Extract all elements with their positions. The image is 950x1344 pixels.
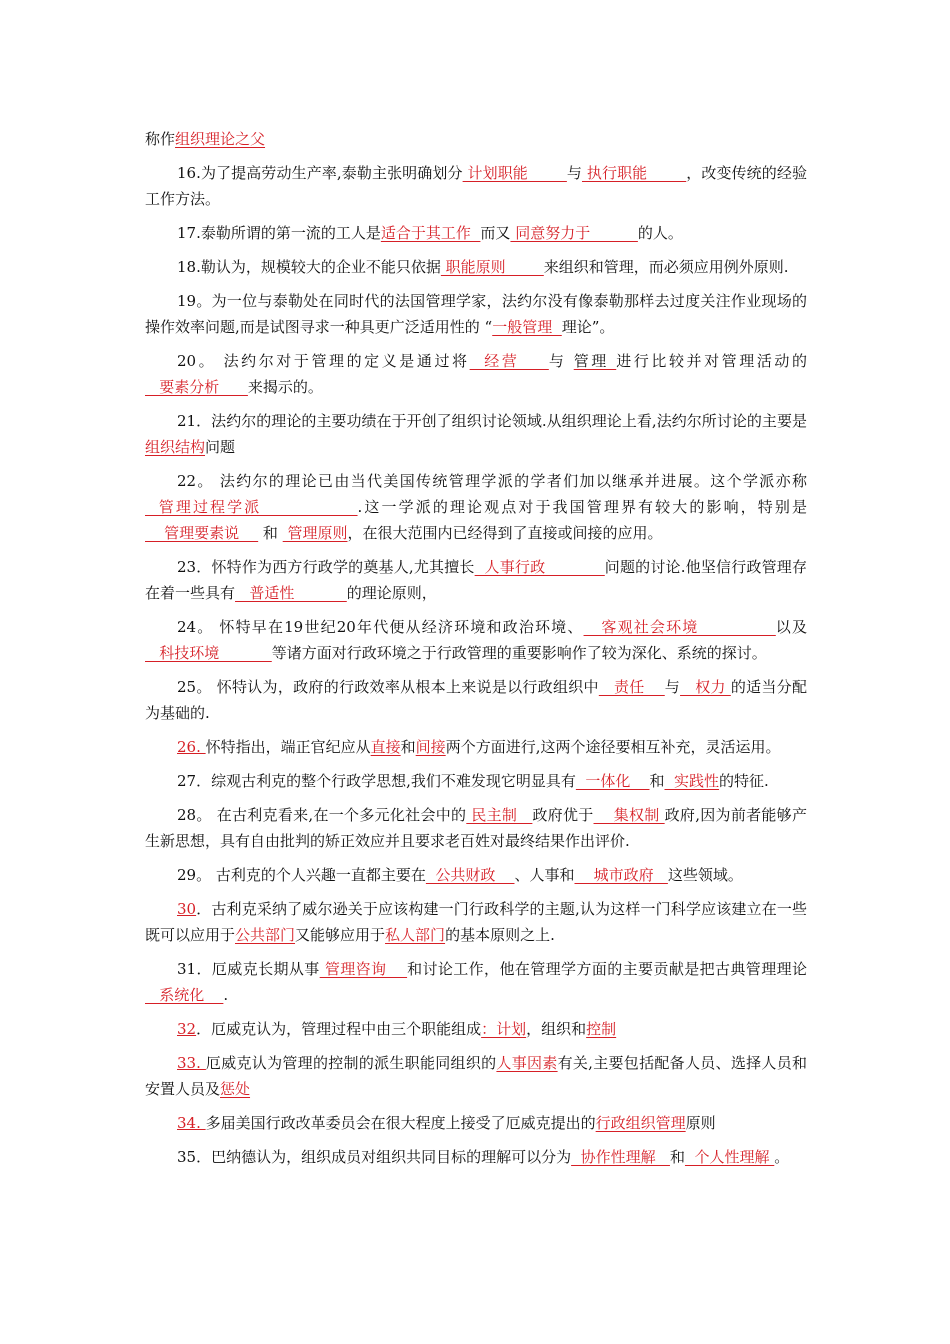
question-paragraph (145, 896, 807, 948)
answer-blank: 科技环境 (145, 644, 272, 662)
answer-blank: 权力 (680, 678, 731, 696)
question-number: 27 (177, 772, 197, 790)
answer-blank: 系统化 (145, 986, 224, 1004)
question-text: .这一学派的理论观点对于我国管理界有较大的影响，特别是 (357, 498, 807, 516)
question-number: 18. (177, 258, 201, 276)
answer-blank: 执行职能 (581, 164, 687, 182)
question-number: 24。 (177, 618, 214, 636)
question-text: 问题 (205, 438, 236, 456)
question-text: 怀特早在19世纪20年代便从经济环境和政治环境、 (213, 618, 584, 636)
question-number: 25。 (177, 678, 212, 696)
question-text: 勒认为，规模较大的企业不能只依据 (200, 258, 441, 276)
question-number: 29。 (177, 866, 212, 884)
question-paragraph (145, 1016, 807, 1042)
question-text: 的人。 (637, 224, 683, 242)
underlined-term: 管理 (573, 352, 617, 370)
question-text: 古利克的个人兴趣一直都主要在 (211, 866, 426, 884)
answer-blank: 间接 (415, 738, 446, 756)
question-text: 政府,因为前者能够产生新思想，具有自由批判的矫正效应并且要求老百姓对最终结果作出评价. (145, 806, 807, 850)
question-text: ，改变传统的经验工作方法。 (145, 164, 807, 208)
question-paragraph (145, 160, 807, 212)
question-paragraph (145, 1144, 807, 1170)
answer-blank: 一般管理 (492, 318, 562, 336)
question-number: 20。 (177, 352, 217, 370)
answer-blank: 同意努力于 (510, 224, 638, 242)
answer-blank: 个人性理解 (684, 1148, 775, 1166)
answer-blank: 客观社会环境 (583, 618, 776, 636)
answer-blank: 惩处 (220, 1080, 251, 1098)
question-text: ．古利克采纳了威尔逊关于应该构建一门行政科学的主题,认为这样一门科学应该建立在一些既可以应用于 (145, 900, 807, 944)
answer-blank: 管理咨询 (319, 960, 408, 978)
question-paragraph (145, 734, 807, 760)
question-text: 等诸方面对行政环境之于行政管理的重要影响作了较为深化、系统的探讨。 (271, 644, 767, 662)
question-text: 怀特认为，政府的行政效率从根本上来说是以行政组织中 (211, 678, 599, 696)
question-text: ．巴纳德认为，组织成员对组织共同目标的理解可以分为 (196, 1148, 572, 1166)
question-text: ．厄威克长期从事 (196, 960, 320, 978)
question-text: 以及 (775, 618, 807, 636)
question-text: 为了提高劳动生产率,泰勒主张明确划分 (200, 164, 463, 182)
question-text: 政府优于 (532, 806, 594, 824)
question-text: 两个方面进行,这两个途径要相互补充，灵活运用。 (445, 738, 781, 756)
answer-blank: 民主制 (466, 806, 533, 824)
question-text: 厄威克认为管理的控制的派生职能同组织的 (205, 1054, 497, 1072)
question-text: 、人事和 (514, 866, 575, 884)
question-text: 与 (566, 164, 582, 182)
question-text: ．综观古利克的整个行政学思想,我们不难发现它明显具有 (196, 772, 576, 790)
answer-blank: 人事行政 (474, 558, 605, 576)
question-paragraph (145, 126, 807, 152)
question-text: 和 (649, 772, 665, 790)
question-text: 和讨论工作，他在管理学方面的主要贡献是把古典管理理论 (407, 960, 807, 978)
question-number: 35 (177, 1148, 197, 1166)
answer-blank: 组织理论之父 (175, 130, 266, 148)
answer-blank: 责任 (598, 678, 665, 696)
answer-blank: 职能原则 (440, 258, 544, 276)
question-text: 的特征. (719, 772, 769, 790)
question-text: 理论”。 (561, 318, 615, 336)
question-paragraph (145, 1050, 807, 1102)
question-paragraph (145, 220, 807, 246)
question-text: 在古利克看来,在一个多元化社会中的 (211, 806, 467, 824)
question-paragraph (145, 802, 807, 854)
question-text: 称作 (145, 130, 176, 148)
question-paragraph (145, 254, 807, 280)
question-text: 而又 (480, 224, 511, 242)
question-text: 问题的讨论.他坚信行政管理存在着一些具有 (145, 558, 807, 602)
question-text: 。 (774, 1148, 790, 1166)
question-text: 进行比较并对管理活动的 (616, 352, 807, 370)
question-number: 26. (177, 738, 206, 756)
question-text: ．法约尔的理论的主要功绩在于开创了组织讨论领域.从组织理论上看,法约尔所讨论的主要是 (196, 412, 807, 430)
question-text: 的理论原则， (346, 584, 437, 602)
question-text: 和 (400, 738, 416, 756)
question-text: ，在很大范围内已经得到了直接或间接的应用。 (347, 524, 663, 542)
question-text: 有关,主要包括配备人员、选择人员和安置人员及 (145, 1054, 807, 1098)
question-paragraph (145, 348, 807, 400)
question-text: ，组织和 (526, 1020, 587, 1038)
question-paragraph (145, 768, 807, 794)
question-number: 32 (177, 1020, 197, 1038)
question-text: 法约尔的理论已由当代美国传统管理学派的学者们加以继承并进展。这个学派亦称 (213, 472, 807, 490)
question-text: ．厄威克认为，管理过程中由三个职能组成 (196, 1020, 482, 1038)
question-number: 30 (177, 900, 197, 918)
question-text: 法约尔对于管理的定义是通过将 (216, 352, 470, 370)
answer-blank: 人事因素 (496, 1054, 558, 1072)
answer-blank: 计划职能 (462, 164, 567, 182)
question-text: 的基本原则之上. (445, 926, 555, 944)
question-text: 怀特指出，端正官纪应从 (205, 738, 371, 756)
question-text: 来组织和管理，而必须应用例外原则. (543, 258, 789, 276)
question-text: 原则 (685, 1114, 716, 1132)
question-paragraph (145, 408, 807, 460)
question-number: 28。 (177, 806, 212, 824)
question-paragraph (145, 554, 807, 606)
question-paragraph (145, 862, 807, 888)
question-paragraph (145, 1110, 807, 1136)
answer-blank: 集权制 (593, 806, 665, 824)
question-text: 和 (258, 524, 283, 542)
answer-blank: 一体化 (575, 772, 650, 790)
question-text: 与 (664, 678, 681, 696)
question-number: 19。 (177, 292, 212, 310)
answer-blank: 要素分析 (145, 378, 248, 396)
question-number: 23 (177, 558, 197, 576)
question-number: 22。 (177, 472, 214, 490)
question-text: 这些领域。 (667, 866, 743, 884)
answer-blank: 管理过程学派 (145, 498, 358, 516)
question-text: 的适当分配为基础的. (145, 678, 807, 722)
answer-blank: 适合于其工作 (380, 224, 481, 242)
question-text: . (223, 986, 229, 1004)
question-number: 34. (177, 1114, 206, 1132)
question-number: 33. (177, 1054, 206, 1072)
answer-blank: 行政组织管理 (595, 1114, 686, 1132)
answer-blank: 控制 (586, 1020, 617, 1038)
answer-blank: 实践性 (664, 772, 720, 790)
question-paragraph (145, 614, 807, 666)
answer-blank: 经营 (469, 352, 549, 370)
question-text: 来揭示的。 (247, 378, 323, 396)
document-body (145, 126, 807, 1178)
answer-blank: 普适性 (235, 584, 347, 602)
question-paragraph (145, 288, 807, 340)
question-number: 16. (177, 164, 201, 182)
question-text: 泰勒所谓的第一流的工人是 (200, 224, 381, 242)
question-text: 与 (548, 352, 574, 370)
question-paragraph (145, 956, 807, 1008)
answer-blank: 管理要素说 (145, 524, 259, 542)
answer-blank: 直接 (370, 738, 401, 756)
answer-blank: ：计划 (481, 1020, 527, 1038)
question-paragraph (145, 674, 807, 726)
question-paragraph (145, 468, 807, 546)
answer-blank: 城市政府 (574, 866, 668, 884)
answer-blank: 组织结构 (145, 438, 206, 456)
question-text: 又能够应用于 (295, 926, 386, 944)
question-number: 21 (177, 412, 197, 430)
question-text: 为一位与泰勒处在同时代的法国管理学家，法约尔没有像泰勒那样去过度关注作业现场的操作效率问题,而是试图寻求一种具更广泛适用性的 “ (145, 292, 807, 336)
question-text: 多届美国行政改革委员会在很大程度上接受了厄威克提出的 (205, 1114, 596, 1132)
answer-blank: 私人部门 (385, 926, 446, 944)
question-text: ．怀特作为西方行政学的奠基人,尤其擅长 (196, 558, 475, 576)
answer-blank: 管理原则 (282, 524, 348, 542)
answer-blank: 协作性理解 (571, 1148, 670, 1166)
question-text: 和 (669, 1148, 685, 1166)
answer-blank: 公共部门 (235, 926, 296, 944)
answer-blank: 公共财政 (425, 866, 515, 884)
question-number: 17. (177, 224, 201, 242)
question-number: 31 (177, 960, 197, 978)
